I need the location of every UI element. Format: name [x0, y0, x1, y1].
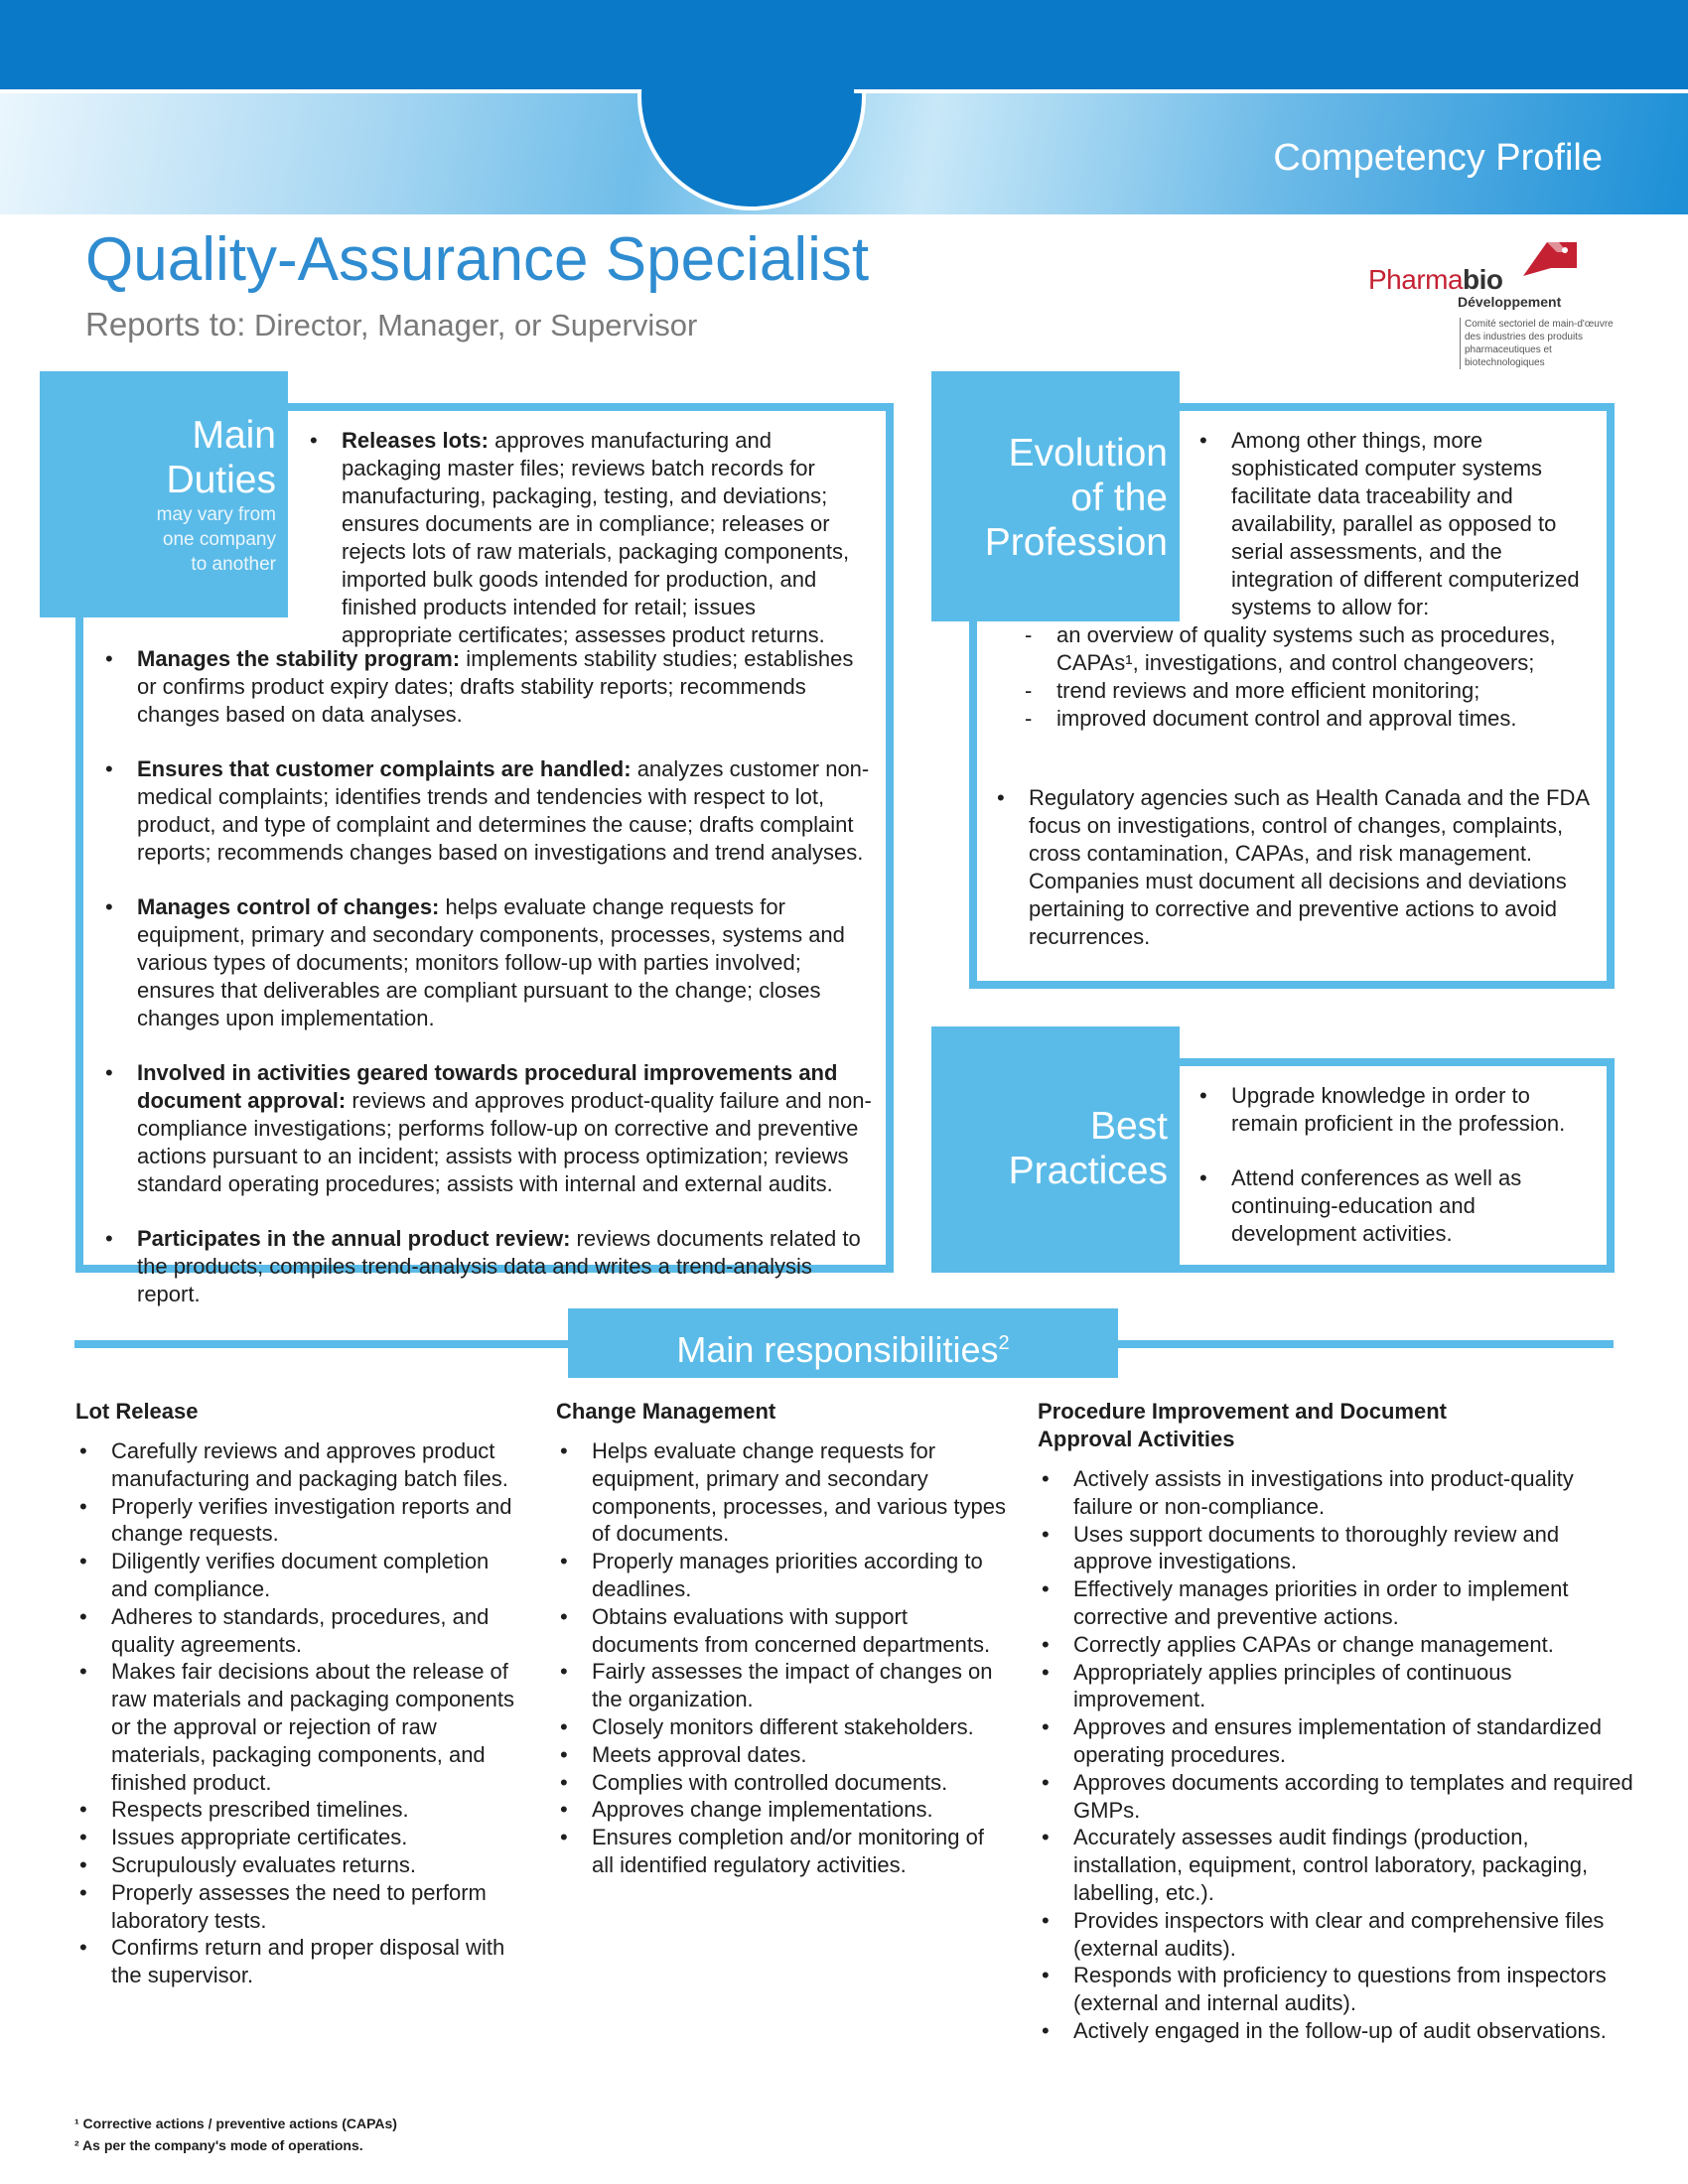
evolution-sub-item: - improved document control and approval times. — [1025, 705, 1581, 733]
responsibilities-column — [75, 1398, 522, 1989]
main-duty-heading: Manages the stability program: — [137, 646, 461, 671]
footnotes — [74, 2113, 397, 2156]
main-duty-item — [101, 1225, 876, 1308]
list-item: • Approves change implementations. — [556, 1796, 1011, 1824]
list-item: • Carefully reviews and approves product manufacturing and packaging batch files. — [75, 1437, 522, 1493]
responsibilities-column — [1038, 1398, 1638, 2045]
list-item: • Fairly assesses the impact of changes on the organization. — [556, 1658, 1011, 1713]
main-duty-heading: Releases lots: — [342, 428, 489, 453]
main-duty-item — [101, 645, 876, 729]
pharmabio-logo — [1368, 238, 1617, 368]
reports-to-value: Director, Manager, or Supervisor — [254, 308, 698, 342]
banner-divider-left — [0, 89, 641, 93]
list-item: • Properly verifies investigation reports and change requests. — [75, 1493, 522, 1549]
main-duties-title-line: Main — [192, 414, 276, 457]
list-item: • Properly manages priorities according to deadlines. — [556, 1548, 1011, 1603]
logo-subtitle-line: Comité sectoriel de main-d'œuvre — [1465, 319, 1614, 330]
footnote: ² As per the company's mode of operations. — [74, 2137, 363, 2153]
footnote: ¹ Corrective actions / preventive actions (CAPAs) — [74, 2116, 397, 2131]
list-item: • Approves and ensures implementation of standardized operating procedures. — [1038, 1713, 1638, 1769]
main-duty-text: reviews and approves product-quality failure and non-compliance investigations; performs follow-up on corrective and preventive actions pursuant to an incident; assists with process optimization; reviews standard operating procedures; assists with internal and external audits. — [137, 1088, 872, 1196]
logo-subtitle-line: pharmaceutiques et biotechnologiques — [1465, 344, 1552, 368]
list-item: • Effectively manages priorities in order to implement corrective and preventive actions. — [1038, 1575, 1638, 1631]
evolution-sub-list — [1025, 621, 1581, 733]
list-item: • Adheres to standards, procedures, and quality agreements. — [75, 1603, 522, 1659]
reports-to — [85, 306, 697, 343]
column-heading: Change Management — [556, 1399, 776, 1424]
list-item: • Approves documents according to templates and required GMPs. — [1038, 1769, 1638, 1825]
main-duty-text: analyzes customer non-medical complaints; identifies trends and tendencies with respect to lot, product, and type of complaint and determines the cause; drafts complaint reports; recommends changes based on investigations and trend analyses. — [137, 756, 870, 865]
evolution-list-top — [1196, 427, 1593, 621]
best-practices-title-line: Best — [1089, 1105, 1168, 1148]
logo-subtitle — [1460, 318, 1623, 369]
banner-divider-right — [854, 89, 1688, 93]
main-duties-list-top — [306, 427, 872, 649]
list-item: • Actively assists in investigations into product-quality failure or non-compliance. — [1038, 1465, 1638, 1521]
best-practice-item: • Upgrade knowledge in order to remain proficient in the profession. — [1196, 1082, 1593, 1138]
evolution-title-line: Profession — [984, 521, 1168, 564]
list-item: • Provides inspectors with clear and comprehensive files (external audits). — [1038, 1907, 1638, 1963]
evolution-tab — [931, 371, 1180, 621]
main-duties-sub-line: one company — [162, 529, 276, 550]
list-item: • Issues appropriate certificates. — [75, 1824, 522, 1851]
logo-name-line2: Développement — [1458, 294, 1562, 310]
best-practices-title-line: Practices — [1008, 1150, 1168, 1192]
column-list — [556, 1437, 1011, 1879]
logo-mark-icon — [1517, 238, 1581, 278]
list-item: • Correctly applies CAPAs or change management. — [1038, 1631, 1638, 1659]
column-list — [1038, 1465, 1638, 2045]
list-item: • Makes fair decisions about the release of raw materials and packaging components or the approval or rejection of raw materials, packaging components, and finished product. — [75, 1658, 522, 1796]
list-item: • Actively engaged in the follow-up of audit observations. — [1038, 2017, 1638, 2045]
main-duty-item — [306, 427, 872, 649]
logo-name-part1: Pharma — [1368, 264, 1464, 295]
list-item: • Obtains evaluations with support documents from concerned departments. — [556, 1603, 1011, 1659]
list-item: • Properly assesses the need to perform laboratory tests. — [75, 1879, 522, 1935]
main-duty-item — [101, 893, 876, 1032]
list-item: • Appropriately applies principles of continuous improvement. — [1038, 1659, 1638, 1714]
main-duty-heading: Participates in the annual product review: — [137, 1226, 571, 1251]
column-list — [75, 1437, 522, 1989]
evolution-item: • Among other things, more sophisticated computer systems facilitate data traceability and availability, parallel as opposed to serial assessments, and the integration of different computerized systems to allow for: — [1196, 427, 1593, 621]
list-item: • Helps evaluate change requests for equipment, primary and secondary components, processes, and various types of documents. — [556, 1437, 1011, 1548]
responsibilities-column — [556, 1398, 1011, 1879]
reports-to-label: Reports to: — [85, 306, 246, 342]
main-duty-text: helps evaluate change requests for equipment, primary and secondary components, processes, systems and various types of documents; monitors follow-up with parties involved; ensures that deliverables are compliant pursuant to the change; closes changes upon implementation. — [137, 894, 845, 1030]
main-duty-item — [101, 755, 876, 867]
main-duties-list — [101, 645, 876, 1308]
list-item: • Uses support documents to thoroughly review and approve investigations. — [1038, 1521, 1638, 1576]
best-practices-tab — [931, 1026, 1180, 1273]
evolution-sub-item-text: - an overview of quality systems such as procedures, CAPAs¹, investigations, and control changeovers; — [1056, 622, 1556, 675]
main-duty-heading: Manages control of changes: — [137, 894, 440, 919]
main-duties-sub-line: to another — [191, 554, 276, 575]
best-practices-list — [1196, 1082, 1593, 1248]
list-item: • Responds with proficiency to questions from inspectors (external and internal audits). — [1038, 1962, 1638, 2017]
main-duty-text: approves manufacturing and packaging master files; reviews batch records for manufacturing, packaging, testing, and deviations; ensures documents are in compliance; releases or rejects lots of raw materials, packaging components, imported bulk goods intended for production, and finished products intended for retail; issues appropriate certificates; assesses product returns. — [342, 428, 850, 647]
list-item: • Respects prescribed timelines. — [75, 1796, 522, 1824]
main-duties-tab — [40, 371, 288, 617]
list-item: • Accurately assesses audit findings (production, installation, equipment, control laboratory, packaging, labelling, etc.). — [1038, 1824, 1638, 1906]
column-heading: Procedure Improvement and Document Approval Activities — [1038, 1399, 1447, 1451]
evolution-title-line: of the — [1070, 477, 1168, 519]
list-item: • Scrupulously evaluates returns. — [75, 1851, 522, 1879]
evolution-sub-item — [1025, 621, 1581, 677]
main-duties-title-line: Duties — [166, 459, 276, 501]
list-item: • Meets approval dates. — [556, 1741, 1011, 1769]
main-duties-sub-line: may vary from — [156, 504, 276, 525]
main-duty-heading: Ensures that customer complaints are handled: — [137, 756, 632, 781]
evolution-list-bottom — [993, 784, 1589, 951]
evolution-item: • Regulatory agencies such as Health Canada and the FDA focus on investigations, control of changes, complaints, cross contamination, CAPAs, and risk management. Companies must document all decisions and deviations pertaining to corrective and preventive actions to avoid recurrences. — [993, 784, 1589, 951]
best-practice-item: • Attend conferences as well as continuing-education and development activities. — [1196, 1164, 1593, 1248]
evolution-sub-item: - trend reviews and more efficient monitoring; — [1025, 677, 1581, 705]
list-item: • Ensures completion and/or monitoring of all identified regulatory activities. — [556, 1824, 1011, 1879]
main-duty-item — [101, 1059, 876, 1198]
banner-circle-mask — [616, 0, 884, 89]
responsibilities-title — [568, 1308, 1118, 1378]
column-heading: Lot Release — [75, 1399, 199, 1424]
list-item: • Complies with controlled documents. — [556, 1769, 1011, 1797]
page-title: Quality-Assurance Specialist — [85, 225, 870, 294]
main-duty-text: reviews documents related to the products; compiles trend-analysis data and writes a trend-analysis report. — [137, 1226, 861, 1306]
logo-name-part2: bio — [1463, 264, 1503, 295]
responsibilities-title-text: Main responsibilities — [676, 1329, 999, 1370]
list-item: • Closely monitors different stakeholders. — [556, 1713, 1011, 1741]
logo-name — [1368, 264, 1503, 296]
responsibilities-title-sup: 2 — [998, 1332, 1010, 1354]
main-duty-heading: Involved in activities geared towards procedural improvements and document approval: — [137, 1060, 838, 1113]
logo-subtitle-line: des industries des produits — [1465, 332, 1583, 342]
list-item: • Diligently verifies document completion and compliance. — [75, 1548, 522, 1603]
evolution-title-line: Evolution — [1008, 432, 1168, 475]
list-item: • Confirms return and proper disposal with the supervisor. — [75, 1934, 522, 1989]
main-duty-text: implements stability studies; establishes or confirms product expiry dates; drafts stability reports; recommends changes based on data analyses. — [137, 646, 854, 727]
banner-label: Competency Profile — [1273, 137, 1603, 179]
